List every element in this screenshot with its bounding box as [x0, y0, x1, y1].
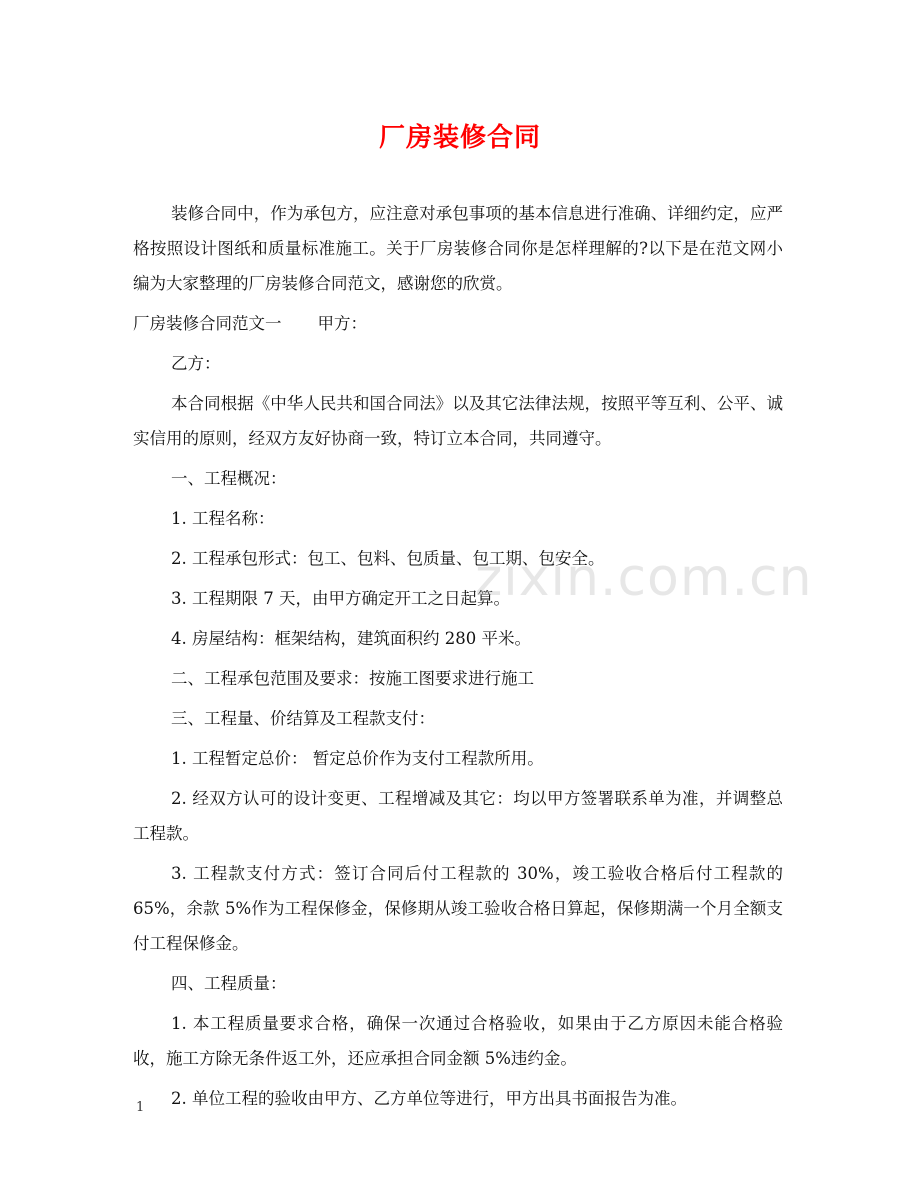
intro-paragraph: 装修合同中，作为承包方，应注意对承包事项的基本信息进行准确、详细约定，应严格按照设计图纸和质量标准施工。关于厂房装修合同你是怎样理解的?以下是在范文网小编为大家整理的厂房装修合同范文，感谢您的欣赏。	[133, 204, 783, 293]
sample-heading: 厂房装修合同范文一	[133, 314, 282, 333]
section-4-item-2: 2. 单位工程的验收由甲方、乙方单位等进行，甲方出具书面报告为准。	[171, 1089, 687, 1108]
document-body	[133, 196, 783, 1121]
section-1-item-1: 1. 工程名称：	[171, 509, 275, 528]
section-1-item-2: 2. 工程承包形式：包工、包料、包质量、包工期、包安全。	[171, 549, 605, 568]
section-3-item-1: 1. 工程暂定总价： 暂定总价作为支付工程款所用。	[171, 749, 544, 768]
section-4-item-1: 1. 本工程质量要求合格，确保一次通过合格验收，如果由于乙方原因未能合格验收，施工方除无条件返工外，还应承担合同金额 5%违约金。	[133, 1014, 783, 1068]
party-b-label: 乙方：	[171, 354, 221, 373]
section-1-title: 一、工程概况：	[171, 469, 287, 488]
section-3-title: 三、工程量、价结算及工程款支付：	[171, 709, 435, 728]
document-title: 厂房装修合同	[378, 123, 541, 153]
section-1-item-3: 3. 工程期限 7 天，由甲方确定开工之日起算。	[171, 589, 510, 608]
sample-heading-line	[133, 306, 783, 341]
page-number: 1	[136, 1100, 145, 1115]
section-3-item-3: 3. 工程款支付方式：签订合同后付工程款的 30%，竣工验收合格后付工程款的 65%，余款 5%作为工程保修金，保修期从竣工验收合格日算起，保修期满一个月全额支付工程保修金。	[133, 864, 783, 953]
watermark-text: zixin.com.cn	[475, 548, 813, 608]
preamble-paragraph: 本合同根据《中华人民共和国合同法》以及其它法律法规，按照平等互利、公平、诚实信用的原则，经双方友好协商一致，特订立本合同，共同遵守。	[133, 394, 783, 448]
section-3-item-2: 2. 经双方认可的设计变更、工程增减及其它：均以甲方签署联系单为准，并调整总工程款。	[133, 789, 783, 843]
party-a-label: 甲方：	[317, 314, 367, 333]
section-4-title: 四、工程质量：	[171, 974, 287, 993]
section-2-title: 二、工程承包范围及要求：按施工图要求进行施工	[171, 669, 534, 688]
section-1-item-4: 4. 房屋结构：框架结构，建筑面积约 280 平米。	[171, 629, 531, 648]
